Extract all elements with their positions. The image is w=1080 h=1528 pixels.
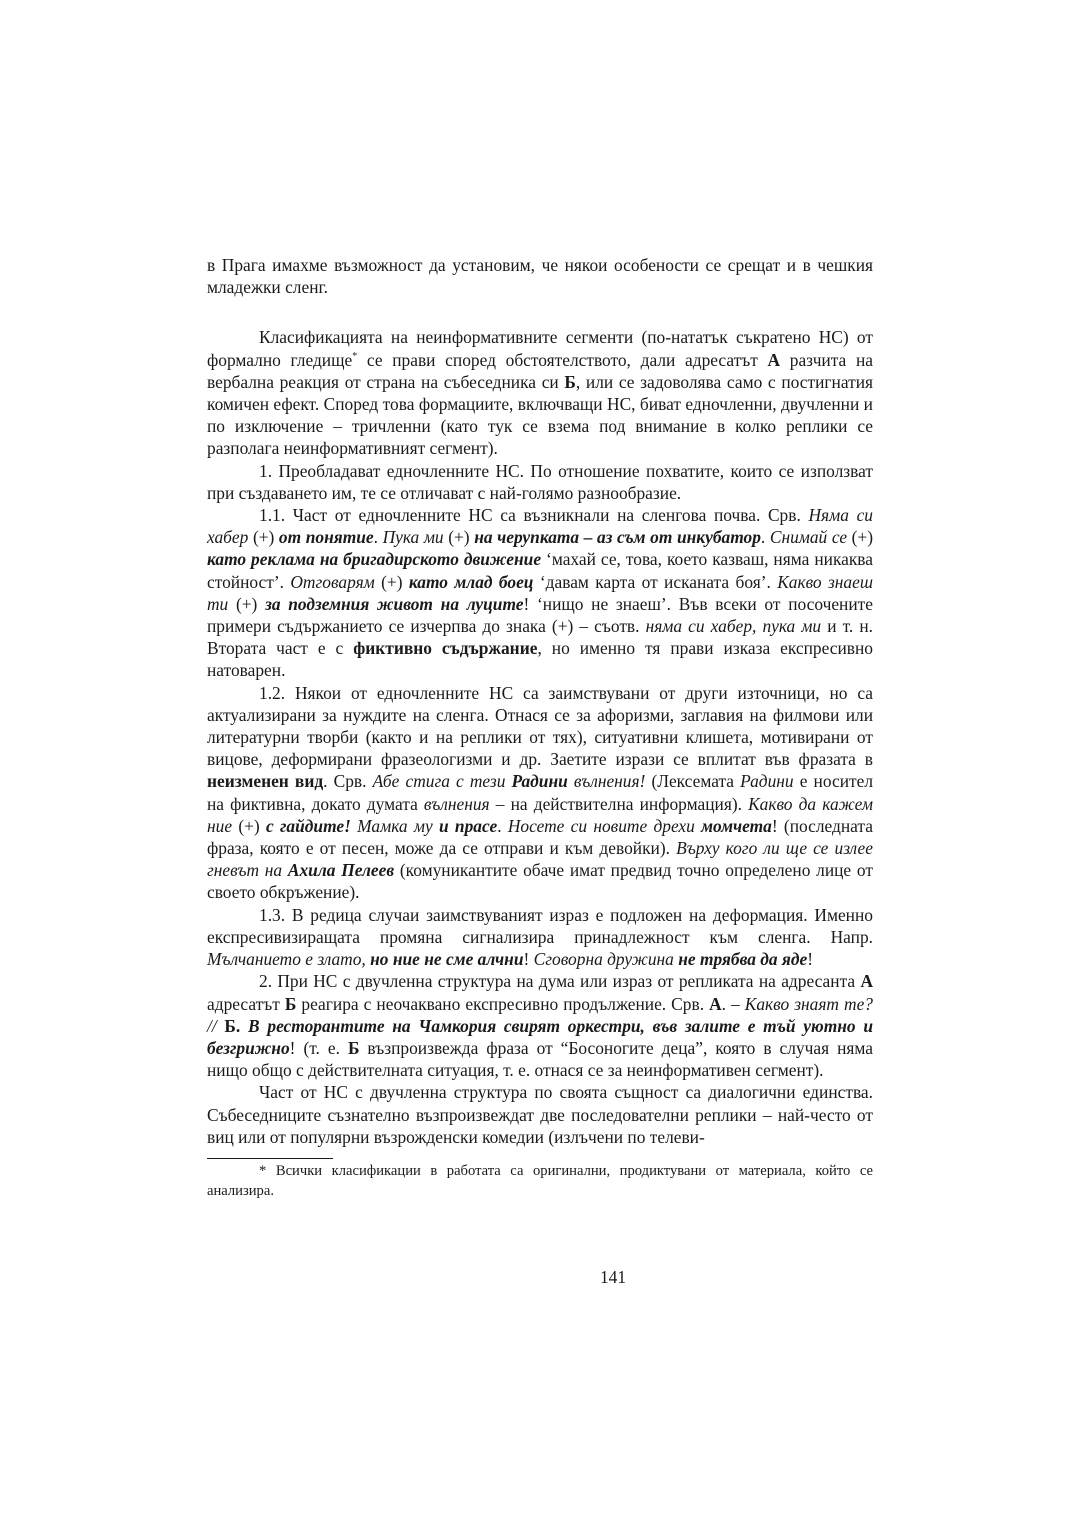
text-run: , или се задоволява само с постигнатия комичен ефект. Според това формациите, включващи НС, биват едночленни, двучленни и по изключение – тричленни (като тук се взема под внимание в колко реплики се разполага неинформативният сегмент). (207, 371, 873, 459)
text-run: е носител на фиктивна, докато думата (207, 771, 873, 814)
text-run: Радини (740, 771, 794, 792)
text-run: . (760, 527, 770, 548)
text-run: 1.3. В редица случаи заимствуваният израз е подложен на деформация. Именно експресивизиращата промяна сигнализира принадлежност към сленга. Напр. (207, 904, 873, 947)
paragraph-5 (207, 682, 873, 904)
text-run: 1.1. Част от едночленните НС са възникнали на сленгова почва. Срв. (259, 505, 809, 526)
text-run: Мълчанието е злато, (207, 949, 366, 970)
text-run: на черупката – аз съм от инкубатор (474, 527, 761, 548)
text-run: (+) (248, 527, 279, 548)
text-run: В ресторантите на Чамкория свирят оркестри, във залите е тъй уютно и безгрижно (207, 1015, 873, 1058)
text-run: като реклама на бригадирското движение (207, 549, 542, 570)
text-run: (+) (228, 593, 266, 614)
text-run: Какво знаят те? // (207, 993, 874, 1036)
page-number: 141 (599, 1267, 627, 1287)
paragraph-8: Част от НС с двучленна структура по своята същност са диалогични единства. Събеседниците съзнателно възпроизвеждат две последователни реплики – най-често от виц или от популярни възрожденски комедии (излъчени по телеви- (207, 1082, 873, 1147)
paragraph-4 (207, 504, 873, 682)
text-run: А (709, 993, 722, 1014)
text-run: ! (т. е. (289, 1037, 348, 1058)
text-run: Б (564, 371, 576, 392)
text-run: 2. При НС с двучленна структура на дума или израз от репликата на адресанта (259, 971, 861, 992)
text-run: Върху кого ли ще се излее гневът на (207, 838, 873, 881)
text-run: разчита на вербална реакция от страна на събеседника си (207, 349, 873, 392)
text-run: и т. н. Втората част е с (207, 616, 873, 659)
text-run: Класификацията на неинформативните сегменти (по-нататък съкратено НС) от формално гледище (207, 327, 873, 370)
paragraph-gap (207, 298, 873, 326)
text-run: , но именно тя прави изказа експресивно натоварен. (207, 638, 873, 681)
text-run: . – (721, 993, 745, 1014)
page-body (207, 254, 873, 1201)
text-run: А (860, 971, 873, 992)
text-run: ! (523, 949, 534, 970)
text-run: (Лексемата (645, 771, 741, 792)
text-run (240, 1016, 248, 1036)
page-number-container (207, 1267, 873, 1288)
footnote: * Всички класификации в работата са оригинални, продиктувани от материала, който се анализира. (207, 1162, 873, 1199)
text-run: (комуникантите обаче имат предвид точно определено лице от своето обкръжение). (207, 860, 873, 903)
text-run: Абе стига с тези (372, 771, 512, 792)
text-run: ! (807, 949, 814, 970)
text-run: но ние не сме алчни (370, 949, 524, 970)
text-run: Сговорна дружина (533, 949, 674, 970)
text-run: . (373, 527, 383, 548)
paragraph-7 (207, 970, 873, 1081)
text-run: възпроизвежда фраза от “Босоногите деца”, която в случая няма нищо общо с действителната ситуация, т. е. отнася се за неинформативен сегмент). (207, 1037, 873, 1081)
text-run: от понятие (278, 527, 374, 548)
text-run: Ахила Пелеев (287, 860, 395, 881)
text-run: ‘давам карта от исканата боя’. (533, 571, 778, 592)
text-run: * (352, 350, 358, 362)
text-run: Отговарям (290, 571, 375, 592)
text-run: – на действителна информация). (489, 793, 749, 814)
text-run: с гайдите! (266, 815, 351, 836)
text-run: Б (347, 1037, 360, 1058)
text-run: неизменен вид (207, 771, 324, 792)
text-run: ‘махай се, това, което казваш, няма никаква стойност’. (207, 549, 873, 592)
text-run: вълнения (423, 793, 490, 814)
text-run: и прасе (438, 815, 498, 836)
paragraph-6 (207, 904, 873, 971)
text-run: реагира с неочаквано експресивно продължение. Срв. (296, 993, 710, 1014)
text-run: адресатът (207, 993, 285, 1014)
text-run: (+) (374, 571, 409, 592)
text-run: няма си хабер, пука ми (645, 616, 822, 637)
paragraph-1: в Прага имахме възможност да установим, че някои особености се срещат и в чешкия младежки сленг. (207, 255, 873, 298)
text-run: ! (последната фраза, която е от песен, може да се отправи и към девойки). (207, 815, 873, 859)
paragraph-3: 1. Преобладават едночленните НС. По отношение похватите, които се използват при създаването им, те се отличават с най-голямо разнообразие. (207, 460, 873, 503)
text-run: (+) (443, 527, 475, 548)
text-run: А (767, 349, 781, 370)
text-run: . Срв. (323, 771, 373, 792)
paragraph-2 (207, 326, 873, 459)
text-run: Мамка му (357, 815, 433, 836)
text-run: ! ‘нищо не знаеш’. Във всеки от посочените примери съдържанието се изчерпва до знака (+) – съотв. (207, 593, 873, 637)
text-run: за подземния живот на луците (265, 593, 524, 614)
text-run: вълнения! (567, 771, 646, 792)
text-run: Какво знаеш ти (207, 571, 873, 614)
text-run: момчета (701, 815, 772, 836)
text-run: Снимай се (769, 527, 848, 548)
text-run: фиктивно съдържание (353, 638, 538, 659)
text-run: Носете си новите дрехи (507, 815, 695, 836)
text-run: (+) (847, 527, 874, 548)
text-run: (+) (232, 815, 266, 836)
text-run: . (497, 815, 508, 836)
text-run: като млад боец (408, 571, 534, 592)
text-run: Какво да кажем ние (207, 793, 873, 836)
text-run: Б (284, 993, 297, 1014)
text-run: Няма си хабер (207, 505, 873, 548)
text-run: не трябва да яде (678, 949, 808, 970)
text-run: Пука ми (382, 527, 444, 548)
text-run: се прави според обстоятелството, дали адресатът (357, 349, 768, 370)
text-run: Б. (224, 1015, 241, 1036)
text-run: Радини (511, 771, 568, 792)
footnote-rule (207, 1158, 333, 1159)
text-run: 1.2. Някои от едночленните НС са заимствувани от други източници, но са актуализирани за нуждите на сленга. Отнася се за афоризми, заглавия на филмови или литературни творби (както и на реплики от тях), ситуативни клишета, мотивирани от вицове, деформирани фразеологизми и др. Заетите изрази се вплитат във фразата в (207, 682, 873, 770)
